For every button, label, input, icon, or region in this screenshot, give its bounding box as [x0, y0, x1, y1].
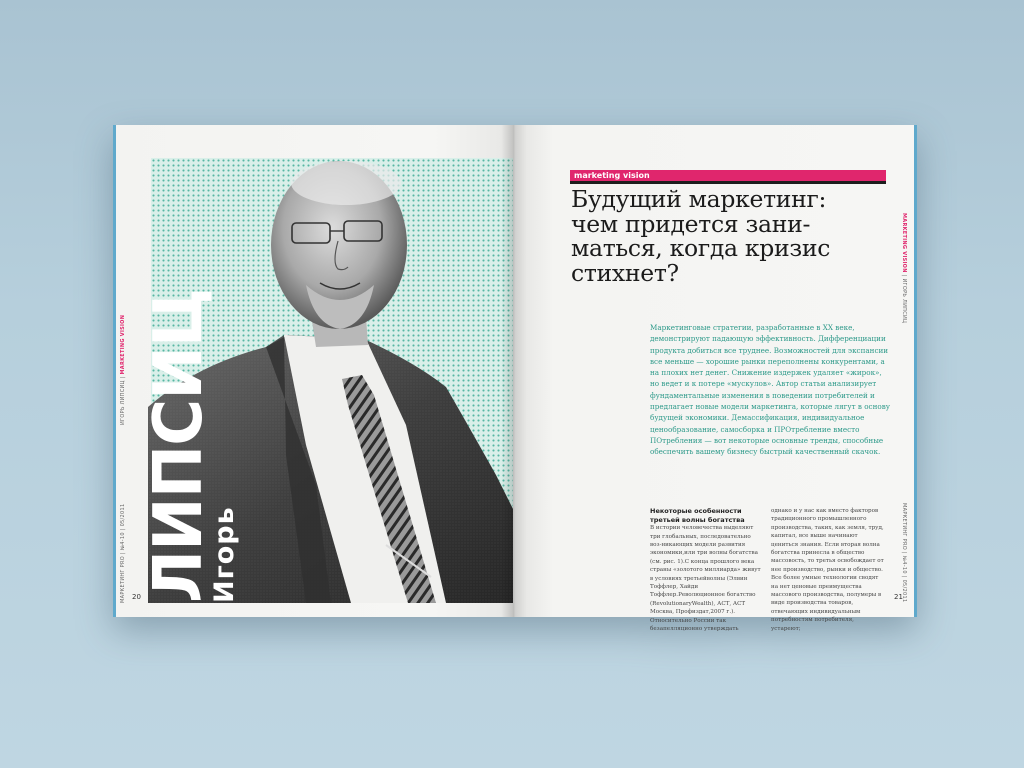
page-number-right: 21	[894, 593, 903, 601]
author-last-name: ЛИПСИЦ	[140, 288, 218, 603]
right-issue-label: МАРКЕТИНГ PRO | №4-10 | 05/2011	[901, 503, 907, 603]
right-side-label: MARKETING VISION | ИГОРЬ ЛИПСИЦ	[901, 213, 907, 324]
headline-line: маться, когда кризис	[571, 234, 831, 262]
rubric-label: marketing vision	[570, 170, 886, 181]
page-number-left: 20	[132, 593, 141, 601]
column-subheading: Некоторые особенности третьей волны богатства	[650, 507, 745, 524]
article-lead: Маркетинговые стратегии, разработанные в XX веке, демонстрируют падающую эффективность. Дифференциации продукта добиться все труднее. Возможностей для экспансии все меньше — хорошие рынки переполнены конкурентами, а на плохих нет денег. Снижение издержек удаляет «жирок», но ведет и к потере «мускулов». Автор статьи анализирует фундаментальные изменения в поведении потребителей и предлагает новые модели маркетинга, которые лягут в основу будущей экономики. Демассификация, индивидуальное ценообразование, самосборка и ПРОтребление вместо ПОтребления — вот некоторые основные тренды, способные обеспечить вашему бизнесу быстрый качественный скачок.	[650, 323, 890, 457]
column-body: В истории человечества выделяют три глобальных, последовательно воз-никающих модели развития экономики,или три волны богатства (см. рис. 1).С конца прошлого века страны «золотого миллиарда» живут в условиях третьейволны (Элвин Тоффлер, Хайди Тоффлер.Революционное богатство (RevolutionaryWealth), АСТ, АСТ Москва, Профиздат,2007 г.). Относительно России так безапелляционно утверждать	[650, 525, 761, 633]
column-body: однако и у нас как вместо факторов традиционного промышленного производства, таких, как земля, труд, капитал, все выше начинают цениться знания. Если вторая волна богатства принесла в общество массовость, то третья освобождает от нее производство, рынки и общество. Все более умные технологии сводят на нет ценовые преимущества массового производства, полумеры в виде производства товаров, отвечающих индивидуальным потребностям потребителя, устареют;	[771, 508, 884, 632]
headline-line: стихнет?	[571, 258, 679, 287]
rubric-rule	[570, 181, 886, 184]
headline-line: Будущий маркетинг:	[571, 185, 827, 213]
left-page	[113, 125, 513, 617]
article-headline	[571, 187, 891, 285]
left-side-label: ИГОРЬ ЛИПСИЦ | MARKETING VISION	[120, 314, 126, 425]
left-issue-label: МАРКЕТИНГ PRO | №4-10 | 05/2011	[120, 503, 126, 603]
text-column-1	[650, 507, 762, 633]
headline-line: чем придется зани-	[571, 209, 811, 238]
magazine-spread	[113, 125, 917, 633]
text-column-2	[771, 507, 885, 633]
right-page	[513, 125, 917, 633]
author-name	[140, 288, 240, 603]
author-first-name: Игорь	[209, 506, 240, 603]
